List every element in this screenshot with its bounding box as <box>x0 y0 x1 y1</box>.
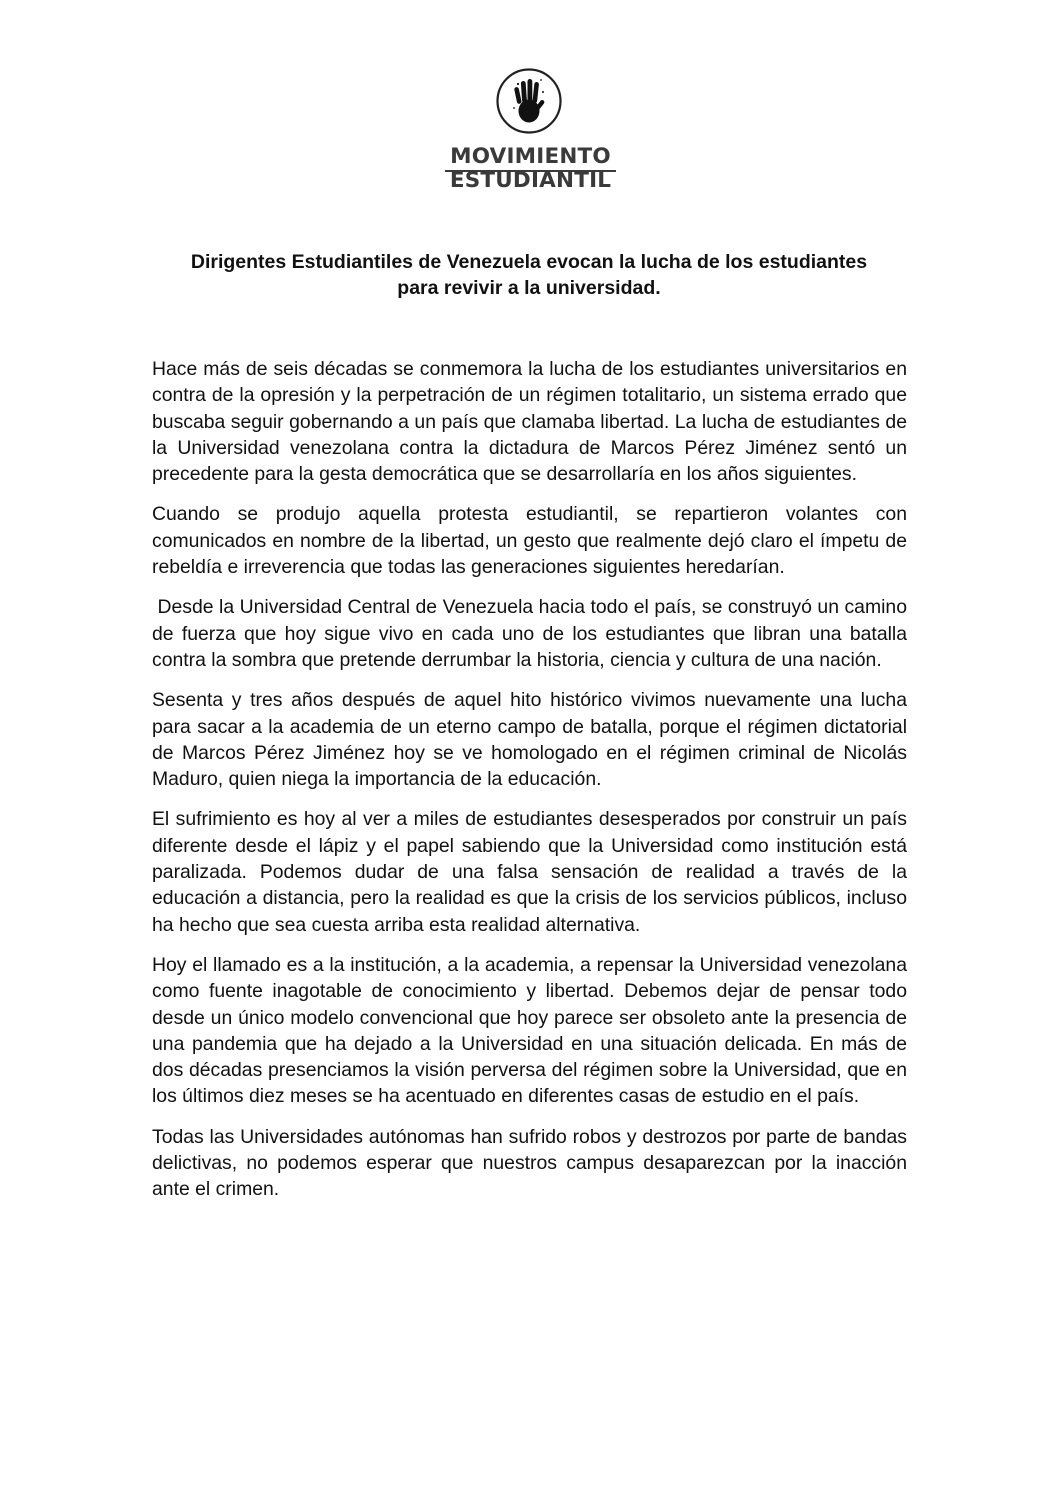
paragraph-4: Sesenta y tres años después de aquel hito histórico vivimos nuevamente una lucha para sacar a la academia de un eterno campo de batalla, porque el régimen dictatorial de Marcos Pérez Jiménez hoy se ve homologado en el régimen criminal de Nicolás Maduro, quien niega la importancia de la educación. <box>152 689 907 791</box>
document-title <box>120 249 938 301</box>
paragraph-3: Desde la Universidad Central de Venezuela hacia todo el país, se construyó un camino de fuerza que hoy sigue vivo en cada uno de los estudiantes que libran una batalla contra la sombra que pretende derrumbar la historia, ciencia y cultura de una nación. <box>152 596 913 671</box>
paragraph-6: Hoy el llamado es a la institución, a la academia, a repensar la Universidad venezolana como fuente inagotable de conocimiento y libertad. Debemos dejar de pensar todo desde un único modelo convencional que hoy parece ser obsoleto ante la presencia de una pandemia que ha dejado a la Universidad en una situación delicada. En más de dos décadas presenciamos la visión perversa del régimen sobre la Universidad, que en los últimos diez meses se ha acentuado en diferentes casas de estudio en el país. <box>152 953 907 1108</box>
paragraph-1: Hace más de seis décadas se conmemora la lucha de los estudiantes universitarios en contra de la opresión y la perpetración de un régimen totalitario, un sistema errado que buscaba seguir gobernando a un país que clamaba libertad. La lucha de estudiantes de la Universidad venezolana contra la dictadura de Marcos Pérez Jiménez sentó un precedente para la gesta democrática que se desarrollaría en los años siguientes. <box>152 358 907 486</box>
document-body <box>152 356 913 1203</box>
logo-word-movimiento: MOVIMIENTO <box>450 144 611 169</box>
paragraph-7: Todas las Universidades autónomas han sufrido robos y destrozos por parte de bandas delictivas, no podemos esperar que nuestros campus desaparezcan por la inacción ante el crimen. <box>152 1125 907 1201</box>
logo-word-estudiantil: ESTUDIANTIL <box>449 168 612 193</box>
organization-logo <box>443 68 618 196</box>
paragraph-2: Cuando se produjo aquella protesta estudiantil, se repartieron volantes con comunicados en nombre de la libertad, un gesto que realmente dejó claro el ímpetu de rebeldía e irreverencia que todas las generaciones siguientes heredarían. <box>152 503 907 579</box>
paragraph-5: El sufrimiento es hoy al ver a miles de estudiantes desesperados por construir un país diferente desde el lápiz y el papel sabiendo que la Universidad como institución está paralizada. Podemos dudar de una falsa sensación de realidad a través de la educación a distancia, pero la realidad es que la crisis de los servicios públicos, incluso ha hecho que sea cuesta arriba esta realidad alternativa. <box>152 808 907 936</box>
hand-print-icon <box>496 68 562 134</box>
title-line-2: para revivir a la universidad. <box>397 277 661 299</box>
title-line-1: Dirigentes Estudiantiles de Venezuela evocan la lucha de los estudiantes <box>190 251 868 273</box>
